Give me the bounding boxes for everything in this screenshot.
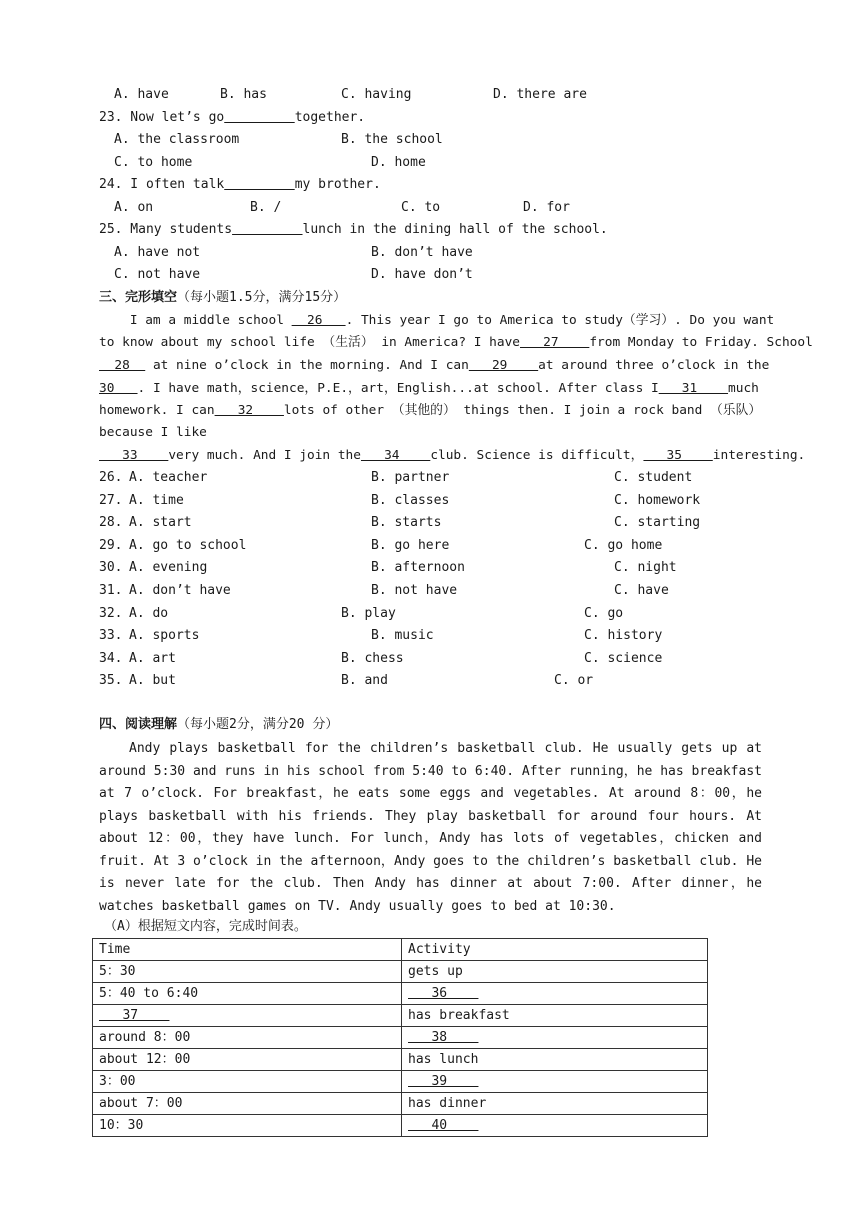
- cloze-line-1: [99, 312, 774, 330]
- section4-note: （每小题2分，满分20 分）: [177, 717, 339, 732]
- q22-option-d: D. there are: [493, 87, 587, 102]
- header-activity: Activity: [402, 939, 708, 961]
- cloze-option-c: C. student: [614, 470, 693, 485]
- cloze-option-a: A. start: [129, 515, 192, 531]
- q25-stem-pre: 25. Many students: [99, 222, 233, 237]
- q24-blank: [224, 177, 294, 192]
- cloze-option-c: C. night: [614, 560, 677, 576]
- header-time: Time: [93, 939, 402, 961]
- cloze-option-number: 31.: [99, 583, 123, 598]
- table-row: [93, 1027, 708, 1049]
- cloze-option-c: C. have: [614, 583, 669, 598]
- cloze-blank-28: 28: [99, 358, 146, 373]
- cloze-blank-35: 35: [643, 448, 713, 463]
- cloze-option-number: 26.: [99, 470, 123, 485]
- cloze-option-number: 27.: [99, 492, 123, 508]
- cloze-option-a: A. sports: [129, 628, 200, 644]
- reading-text: Andy plays basketball for the children’s basketball club. He usually gets up at around 5:30 and runs in his school from 5:40 to 6:40. After running，he has breakfast at 7 o’clock. For breakfast，he eats some eggs and vegetables. At around 8：00，he plays basketball with his friends. They play basketball for around four hours. At about 12：00，they have lunch. For lunch，Andy has lots of vegetables，chicken and fruit. At 3 o’clock in the afternoon，Andy goes to the children’s basketball club. He is never late for the club. Then Andy has dinner at about 7:00. After dinner，he watches basketball games on TV. Andy usually goes to bed at 10:30.: [99, 741, 762, 914]
- cloze-text: interesting.: [712, 448, 806, 463]
- activity-value: gets up: [408, 964, 463, 979]
- section3-heading: [99, 289, 346, 307]
- cell-activity: [402, 1071, 708, 1093]
- cloze-option-a: A. do: [129, 605, 169, 621]
- q22-option-a: A. have: [114, 87, 169, 102]
- cloze-option-b: B. play: [341, 605, 396, 621]
- cell-time: [93, 1027, 402, 1049]
- cloze-option-number: 32.: [99, 605, 123, 621]
- cloze-line-5: [99, 402, 761, 420]
- q23-stem-pre: 23. Now let’s go: [99, 110, 225, 125]
- cell-time: [93, 1071, 402, 1093]
- q23-option-a: A. the classroom: [114, 132, 240, 147]
- cloze-option-c: C. or: [554, 673, 594, 689]
- cloze-blank-30: 30: [99, 381, 138, 396]
- section3-title: 三、完形填空: [99, 290, 178, 305]
- task-a-instruction: （A）根据短文内容，完成时间表。: [104, 919, 307, 934]
- cell-time: [93, 1049, 402, 1071]
- cloze-option-a: A. teacher: [129, 470, 208, 485]
- cloze-option-c: C. starting: [614, 515, 701, 531]
- cloze-blank-27: 27: [520, 335, 590, 350]
- q22-option-c: C. having: [341, 87, 412, 102]
- cloze-text: I am a middle school: [99, 313, 292, 328]
- cloze-text: at nine o’clock in the morning. And I can: [145, 358, 469, 373]
- cloze-option-b: B. classes: [371, 492, 450, 508]
- cloze-text: from Monday to Friday. School: [589, 335, 813, 350]
- cloze-text: . I have math，science，P.E.，art，English...at school. After class I: [137, 381, 659, 396]
- q24-option-a: A. on: [114, 200, 154, 215]
- cloze-option-b: B. partner: [371, 470, 450, 485]
- q23-stem-post: together.: [294, 110, 366, 125]
- section3-note: （每小题1.5分，满分15分）: [177, 290, 347, 305]
- cloze-text: to know about my school life （生活） in America? I have: [99, 335, 520, 350]
- activity-value: has dinner: [408, 1096, 487, 1111]
- cloze-option-c: C. go home: [584, 537, 663, 553]
- cloze-option-a: A. time: [129, 492, 184, 508]
- activity-value: 38: [408, 1030, 479, 1045]
- cloze-line-3: [99, 357, 769, 375]
- table-row: [93, 983, 708, 1005]
- cloze-blank-31: 31: [658, 381, 729, 396]
- cell-time: [93, 1093, 402, 1115]
- cell-time: [93, 1005, 402, 1027]
- q24-stem-post: my brother.: [294, 177, 381, 192]
- section4-title: 四、阅读理解: [99, 717, 178, 732]
- time-value: 5：40 to 6:40: [99, 986, 199, 1001]
- time-value: 5：30: [99, 964, 136, 979]
- cloze-text: lots of other （其他的） things then. I join a rock band （乐队）: [283, 403, 762, 418]
- cell-activity: [402, 1049, 708, 1071]
- cloze-option-number: 34.: [99, 650, 123, 666]
- q24-option-c: C. to: [401, 200, 441, 215]
- table-row: [93, 961, 708, 983]
- cell-time: [93, 1115, 402, 1137]
- cell-activity: [402, 1115, 708, 1137]
- cloze-text: . This year I go to America to study（学习）. Do you want: [345, 313, 775, 328]
- q25-stem-post: lunch in the dining hall of the school.: [302, 222, 608, 237]
- cloze-line-6: because I like: [99, 425, 207, 440]
- cloze-option-number: 33.: [99, 628, 123, 644]
- q25-stem: [99, 221, 608, 239]
- cloze-option-a: A. art: [129, 650, 176, 666]
- activity-value: 39: [408, 1074, 479, 1089]
- cloze-text: club. Science is difficult，: [430, 448, 644, 463]
- q25-option-a: A. have not: [114, 245, 201, 260]
- q22-option-b: B. has: [220, 87, 267, 102]
- time-value: 37: [99, 1008, 170, 1023]
- cloze-text: much: [728, 381, 759, 396]
- q25-blank: [232, 222, 302, 237]
- cell-time: [93, 961, 402, 983]
- cloze-option-number: 30.: [99, 560, 123, 576]
- q23-blank: [224, 110, 294, 125]
- cloze-option-b: B. go here: [371, 537, 450, 553]
- table-row: [93, 1005, 708, 1027]
- activity-value: has lunch: [408, 1052, 479, 1067]
- q24-stem-pre: 24. I often talk: [99, 177, 225, 192]
- q24-stem: [99, 176, 381, 194]
- q24-option-d: D. for: [523, 200, 570, 215]
- q23-option-d: D. home: [371, 155, 426, 170]
- cloze-option-a: A. evening: [129, 560, 208, 576]
- table-row: [93, 1115, 708, 1137]
- schedule-body: [93, 961, 708, 1137]
- cloze-option-b: B. music: [371, 628, 434, 644]
- cloze-option-b: B. and: [341, 673, 388, 689]
- cloze-option-c: C. homework: [614, 492, 701, 508]
- cloze-blank-34: 34: [360, 448, 431, 463]
- cloze-option-a: A. don’t have: [129, 583, 231, 598]
- q24-option-b: B. /: [250, 200, 282, 215]
- q25-option-c: C. not have: [114, 267, 201, 282]
- table-header-row: [93, 939, 708, 961]
- cell-time: [93, 983, 402, 1005]
- cloze-option-b: B. not have: [371, 583, 458, 598]
- cloze-blank-29: 29: [468, 358, 539, 373]
- reading-passage: [99, 738, 762, 918]
- q25-option-d: D. have don’t: [371, 267, 473, 282]
- time-value: about 7：00: [99, 1096, 183, 1111]
- time-value: 3：00: [99, 1074, 136, 1089]
- table-row: [93, 1093, 708, 1115]
- cloze-line-7: [99, 447, 805, 465]
- q23-option-b: B. the school: [341, 132, 443, 147]
- cloze-blank-32: 32: [214, 403, 284, 418]
- cell-activity: [402, 983, 708, 1005]
- activity-value: has breakfast: [408, 1008, 510, 1023]
- cloze-option-a: A. but: [129, 673, 176, 689]
- cell-activity: [402, 1005, 708, 1027]
- cloze-option-b: B. chess: [341, 650, 404, 666]
- activity-value: 40: [408, 1118, 479, 1133]
- section4-heading: [99, 716, 338, 734]
- cloze-option-c: C. history: [584, 628, 663, 644]
- cloze-option-b: B. afternoon: [371, 560, 465, 576]
- cloze-option-b: B. starts: [371, 515, 442, 531]
- cloze-option-c: C. go: [584, 605, 624, 621]
- activity-value: 36: [408, 986, 479, 1001]
- cloze-option-c: C. science: [584, 650, 663, 666]
- cloze-blank-26: 26: [291, 313, 346, 328]
- q25-option-b: B. don’t have: [371, 245, 473, 260]
- cloze-option-a: A. go to school: [129, 537, 247, 553]
- cell-activity: [402, 1027, 708, 1049]
- cloze-text: very much. And I join the: [168, 448, 361, 463]
- time-value: about 12：00: [99, 1052, 191, 1067]
- q23-stem: [99, 109, 365, 127]
- cloze-blank-33: 33: [99, 448, 169, 463]
- table-row: [93, 1049, 708, 1071]
- cloze-text: at around three o’clock in the: [538, 358, 770, 373]
- cell-activity: [402, 961, 708, 983]
- cloze-line-4: [99, 380, 759, 398]
- schedule-table: [92, 938, 708, 1137]
- time-value: around 8：00: [99, 1030, 191, 1045]
- cloze-option-number: 29.: [99, 537, 123, 553]
- cloze-option-number: 28.: [99, 515, 123, 531]
- cloze-line-2: [99, 334, 813, 352]
- time-value: 10：30: [99, 1118, 144, 1133]
- q23-option-c: C. to home: [114, 155, 193, 170]
- cell-activity: [402, 1093, 708, 1115]
- cloze-option-number: 35.: [99, 673, 123, 689]
- table-row: [93, 1071, 708, 1093]
- cloze-text: homework. I can: [99, 403, 215, 418]
